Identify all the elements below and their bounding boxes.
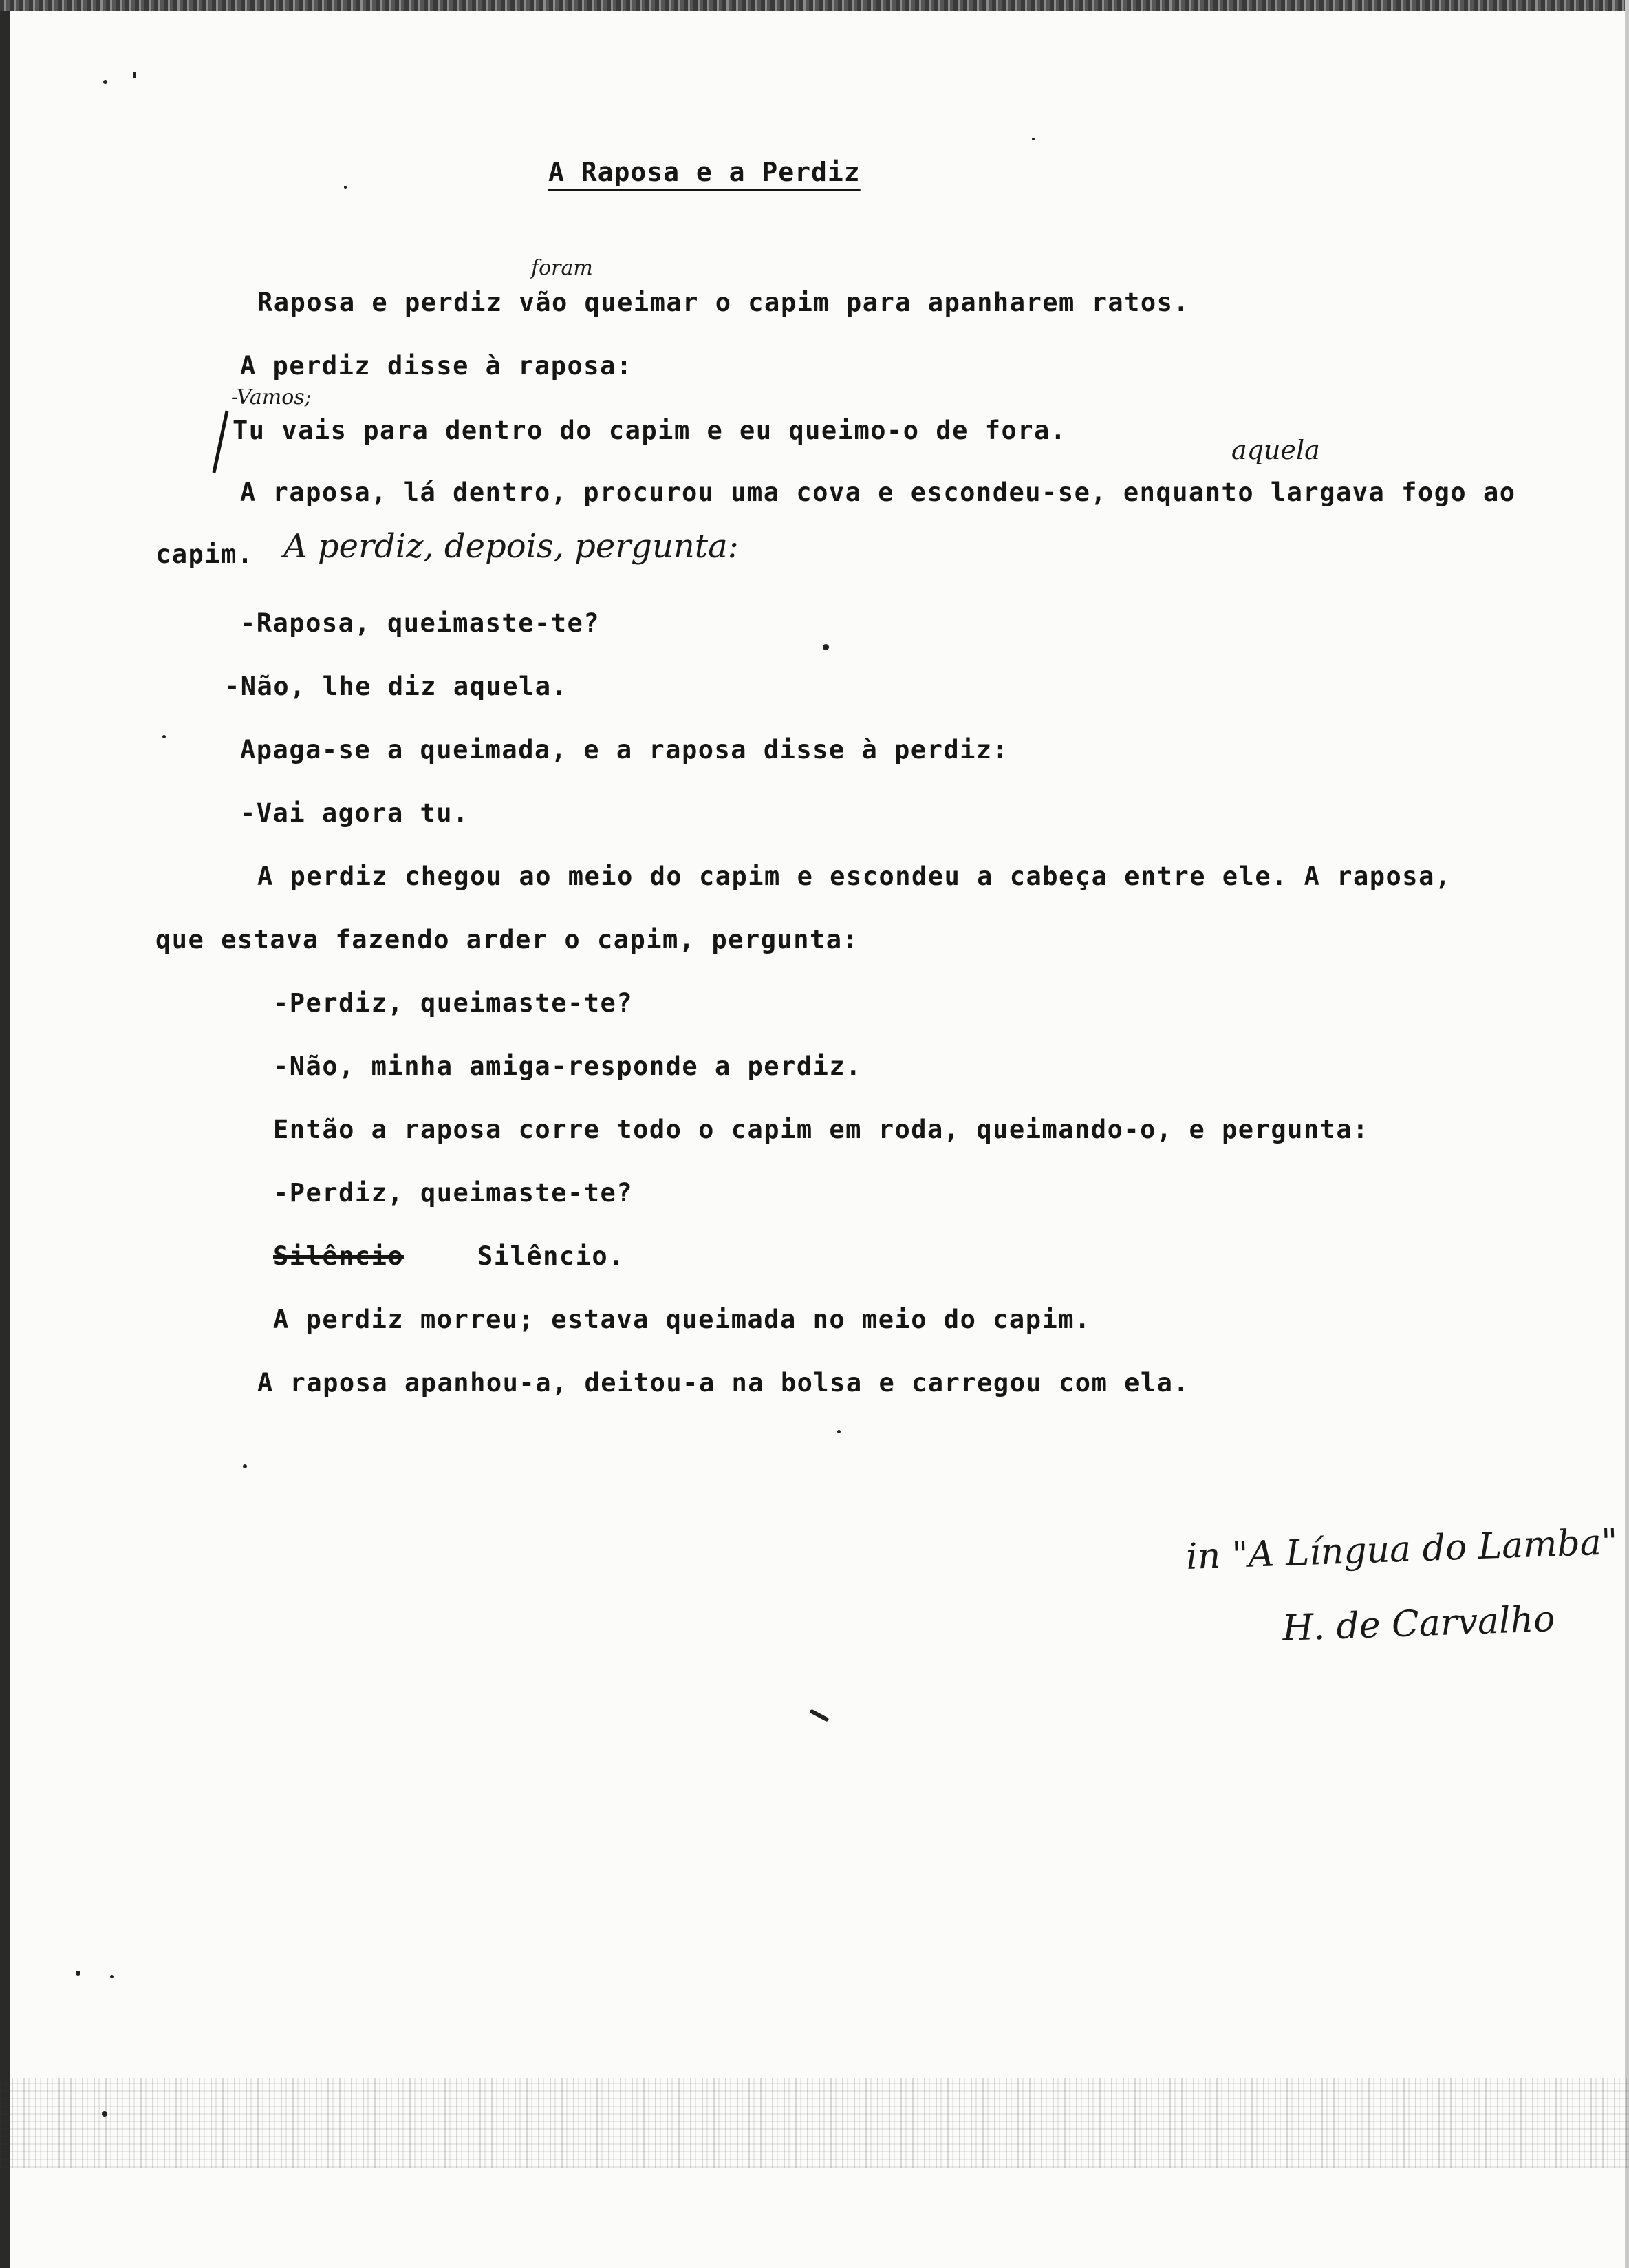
text-line: que estava fazendo arder o capim, pergunta: — [155, 925, 859, 954]
handwritten-insertion: A perdiz, depois, pergunta: — [283, 527, 739, 566]
text-line: capim. — [155, 539, 254, 569]
scan-speck — [809, 1709, 829, 1722]
scan-speck — [103, 80, 107, 84]
text-line: Então a raposa corre todo o capim em roda, queimando-o, e pergunta: — [273, 1115, 1369, 1144]
text-line: -Raposa, queimaste-te? — [240, 608, 601, 638]
document-title: A Raposa e a Perdiz — [548, 157, 861, 187]
struck-word: Silêncio — [273, 1241, 404, 1271]
scan-noise-band — [0, 2078, 1629, 2168]
handwritten-foram: foram — [531, 256, 593, 280]
text-line: A perdiz morreu; estava queimada no meio do capim. — [273, 1305, 1091, 1334]
scan-speck — [110, 1975, 114, 1978]
handwritten-aquela: aquela — [1231, 435, 1320, 465]
text-line: A perdiz chegou ao meio do capim e escondeu a cabeça entre ele. A raposa, — [257, 862, 1452, 891]
text-line: Tu vais para dentro do capim e eu queimo-o de fora. — [233, 416, 1067, 445]
text-line: Silêncio. — [477, 1241, 625, 1271]
scan-speck — [102, 2111, 107, 2117]
scan-edge-right — [1625, 0, 1629, 2268]
text-line: -Não, minha amiga-responde a perdiz. — [273, 1051, 862, 1081]
text-line: -Perdiz, queimaste-te? — [273, 988, 634, 1018]
scan-speck — [823, 644, 829, 650]
scan-edge-left — [0, 0, 10, 2268]
handwritten-citation-line2: H. de Carvalho — [1282, 1598, 1556, 1649]
text-line: -Vai agora tu. — [240, 798, 469, 828]
text-line: A perdiz disse à raposa: — [240, 351, 633, 381]
scan-speck — [837, 1430, 841, 1433]
handwritten-citation-line1: in "A Língua do Lamba" — [1185, 1521, 1619, 1578]
scan-speck — [133, 72, 136, 78]
scan-speck — [1032, 138, 1035, 140]
text-line: -Não, lhe diz aquela. — [224, 672, 568, 701]
handwritten-bracket — [212, 410, 228, 473]
text-line: Apaga-se a queimada, e a raposa disse à perdiz: — [240, 735, 1009, 764]
scan-edge-top — [0, 0, 1629, 11]
text-line: Raposa e perdiz vão queimar o capim para apanharem ratos. — [257, 288, 1190, 317]
scan-speck — [76, 1971, 80, 1976]
scan-speck — [243, 1464, 247, 1468]
text-line: -Perdiz, queimaste-te? — [273, 1178, 634, 1208]
scan-speck — [162, 735, 166, 738]
handwritten-vamos: -Vamos; — [231, 385, 312, 409]
text-line: A raposa, lá dentro, procurou uma cova e escondeu-se, enquanto largava fogo ao — [240, 478, 1516, 507]
scan-speck — [344, 186, 347, 189]
text-line: A raposa apanhou-a, deitou-a na bolsa e carregou com ela. — [257, 1368, 1190, 1398]
